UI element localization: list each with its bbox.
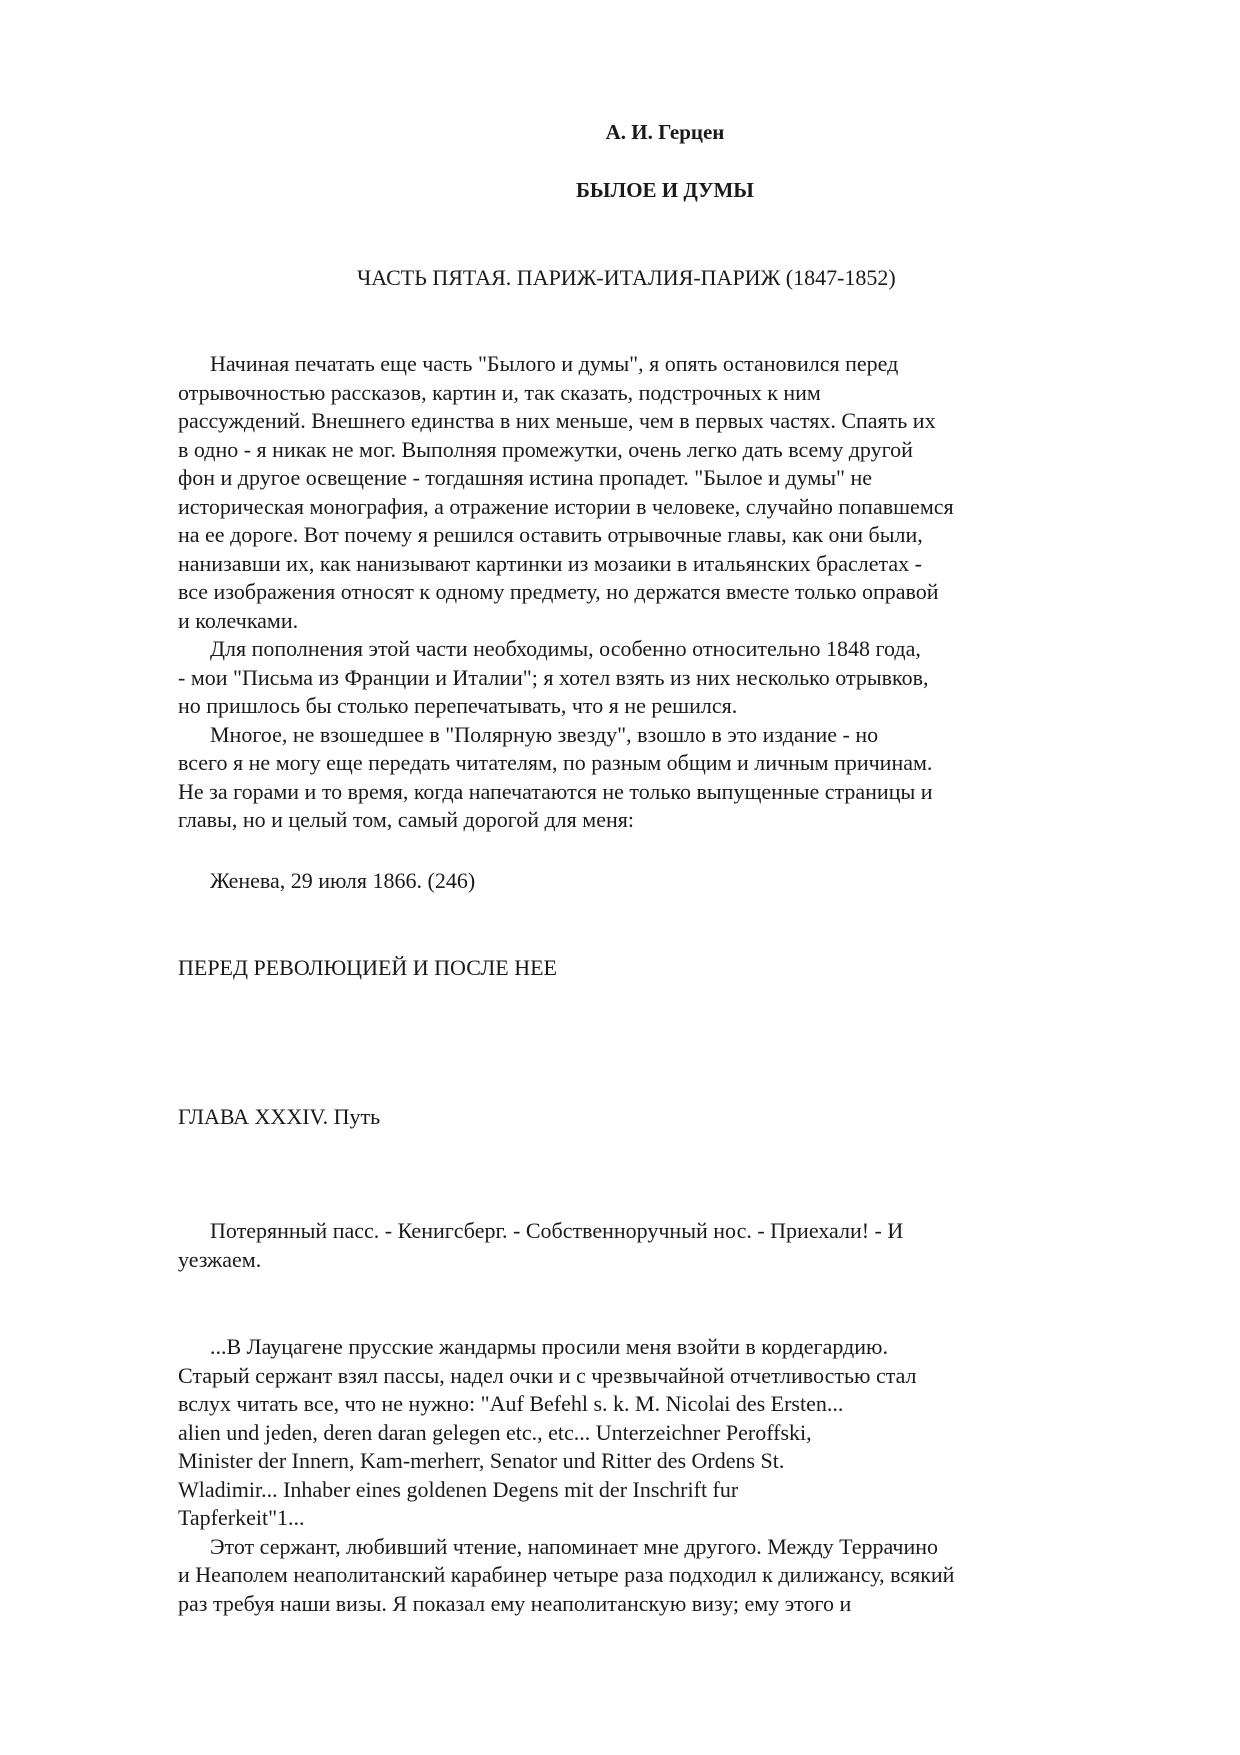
text-line: ...В Лауцагене прусские жандармы просили меня взойти в кордегардию.	[210, 1334, 888, 1359]
book-title: БЫЛОЕ И ДУМЫ	[576, 178, 754, 202]
text-line: историческая монография, а отражение истории в человеке, случайно попавшемся	[178, 493, 954, 519]
text-line: главы, но и целый том, самый дорогой для меня:	[178, 807, 634, 832]
text-line: фон и другое освещение - тогдашняя истина пропадет. "Былое и думы" не	[178, 465, 873, 490]
text-line: Этот сержант, любивший чтение, напоминает мне другого. Между Террачино	[210, 1533, 938, 1559]
text-line: все изображения относят к одному предмету, но держатся вместе только оправой	[178, 579, 939, 604]
text-line: alien und jeden, deren daran gelegen etc., etc... Unterzeichner Peroffski,	[178, 1419, 812, 1445]
text-line: Многое, не взошедшее в "Полярную звезду", взошло в это издание - но	[210, 721, 879, 747]
text-line: Старый сержант взял пассы, надел очки и с чрезвычайной отчетливостью стал	[178, 1362, 917, 1388]
text-line: в одно - я никак не мог. Выполняя промежутки, очень легко дать всему другой	[178, 436, 913, 462]
text-line: - мои "Письма из Франции и Италии"; я хотел взять из них несколько отрывков,	[178, 664, 929, 690]
text-line: но пришлось бы столько перепечатывать, что я не решился.	[178, 693, 738, 718]
text-line: уезжаем.	[178, 1246, 262, 1272]
text-line: раз требуя наши визы. Я показал ему неаполитанскую визу; ему этого и	[178, 1590, 852, 1616]
text-line: и Неаполем неаполитанский карабинер четыре раза подходил к дилижансу, всякий	[178, 1562, 955, 1587]
text-line: отрывочностью рассказов, картин и, так сказать, подстрочных к ним	[178, 379, 821, 405]
text-line: Для пополнения этой части необходимы, особенно относительно 1848 года,	[210, 636, 921, 661]
text-line: Minister der Innern, Kam-merherr, Senator und Ritter des Ordens St.	[178, 1448, 785, 1473]
preface-text	[178, 350, 1078, 835]
part-title: ЧАСТЬ ПЯТАЯ. ПАРИЖ-ИТАЛИЯ-ПАРИЖ (1847-1852)	[357, 265, 896, 290]
text-line: Tapferkeit"1...	[178, 1505, 305, 1530]
author-name: А. И. Герцен	[605, 120, 725, 144]
text-line: рассуждений. Внешнего единства в них меньше, чем в первых частях. Спаять их	[178, 408, 936, 433]
text-line: на ее дороге. Вот почему я решился оставить отрывочные главы, как они были,	[178, 522, 923, 547]
text-line: всего я не могу еще передать читателям, по разным общим и личным причинам.	[178, 750, 933, 775]
text-line: Wladimir... Inhaber eines goldenen Degens mit der Inschrift fur	[178, 1476, 739, 1502]
chapter-title: ГЛАВА XXXIV. Путь	[178, 1104, 381, 1129]
text-line: нанизавши их, как нанизывают картинки из мозаики в итальянских браслетах -	[178, 550, 923, 576]
chapter-summary	[178, 1217, 1078, 1274]
text-line: и колечками.	[178, 607, 299, 633]
text-line: вслух читать все, что не нужно: "Auf Befehl s. k. M. Nicolai des Ersten...	[178, 1391, 844, 1416]
text-line: Начиная печатать еще часть "Былого и думы", я опять остановился перед	[210, 351, 899, 376]
chapter-text	[178, 1333, 1078, 1618]
section-title: ПЕРЕД РЕВОЛЮЦИЕЙ И ПОСЛЕ НЕЕ	[178, 955, 557, 980]
preface-signature: Женева, 29 июля 1866. (246)	[210, 868, 476, 893]
text-line: Не за горами и то время, когда напечатаются не только выпущенные страницы и	[178, 778, 933, 804]
text-line: Потерянный пасс. - Кенигсберг. - Собственноручный нос. - Приехали! - И	[210, 1218, 904, 1243]
